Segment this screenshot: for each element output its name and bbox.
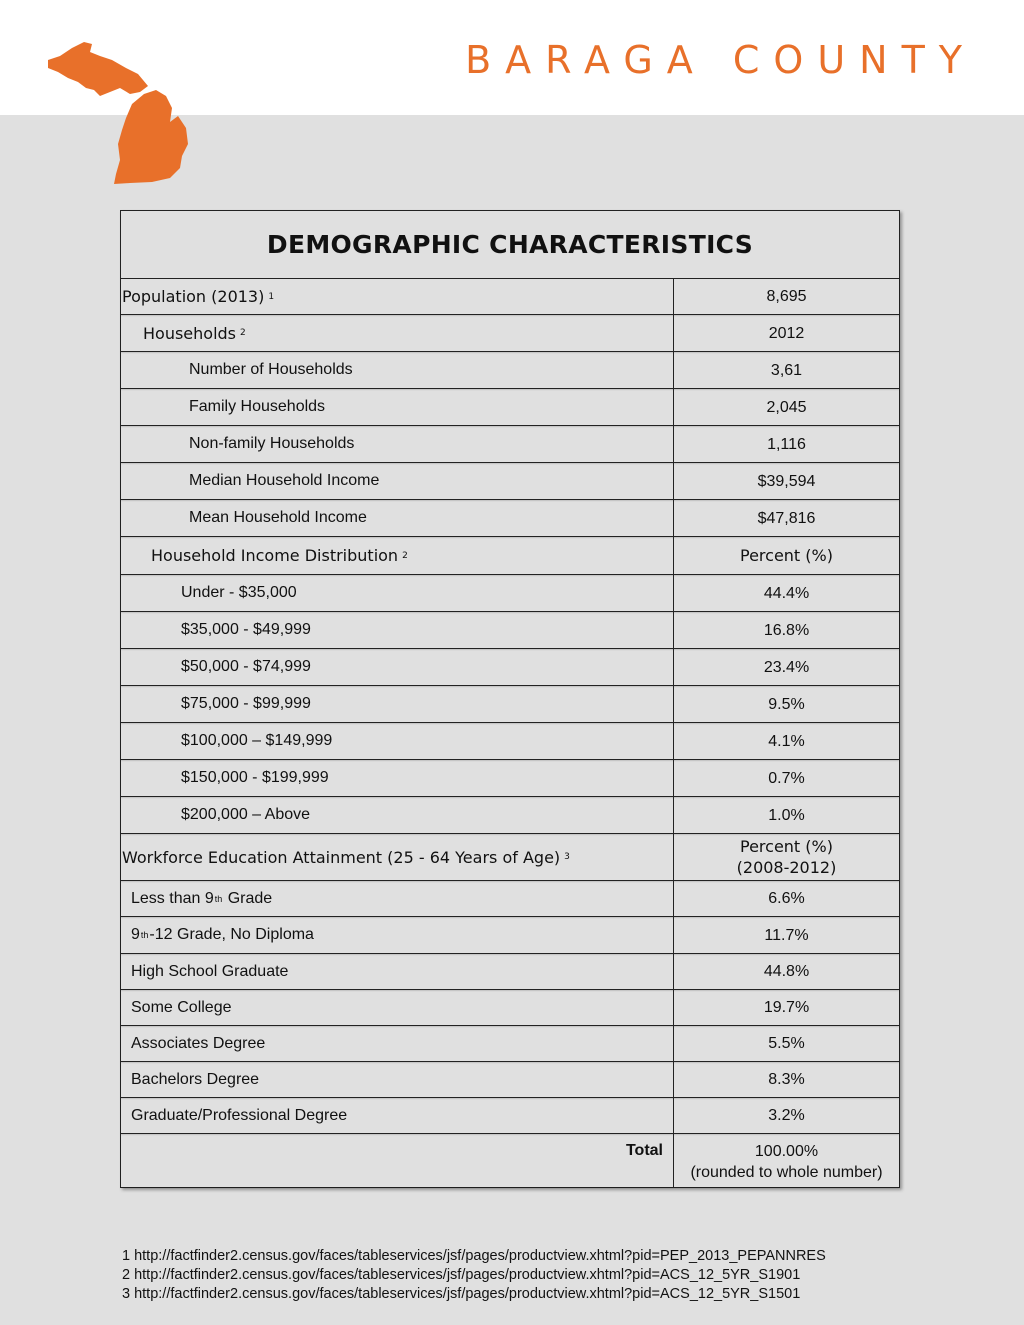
- row-label: Bachelors Degree: [121, 1062, 674, 1097]
- row-value: 23.4%: [763, 658, 810, 676]
- table-row-households: [121, 315, 899, 352]
- row-label: $150,000 - $199,999: [121, 760, 674, 796]
- row-label: Some College: [121, 990, 674, 1025]
- footnote-2: 2 http://factfinder2.census.gov/faces/tableservices/jsf/pages/productview.xhtml?pid=ACS_12_5YR_S1901: [122, 1267, 801, 1283]
- table-title: DEMOGRAPHIC CHARACTERISTICS: [121, 211, 899, 279]
- row-value: 9.5%: [768, 695, 805, 713]
- total-value: 100.00% (rounded to whole number): [690, 1143, 883, 1181]
- row-value: 16.8%: [763, 621, 810, 639]
- households-label: Households 2: [121, 315, 674, 351]
- education-label: Workforce Education Attainment (25 - 64 Years of Age) 3: [121, 834, 674, 880]
- table-row: [121, 389, 899, 426]
- row-label: Number of Households: [121, 352, 674, 388]
- row-value: 0.7%: [768, 769, 805, 787]
- table-row: [121, 1026, 899, 1062]
- education-value: Percent (%) (2008-2012): [736, 837, 837, 877]
- row-label: Less than 9 th Grade: [121, 881, 674, 916]
- table-row: [121, 426, 899, 463]
- row-label: $35,000 - $49,999: [121, 612, 674, 648]
- table-row: [121, 500, 899, 537]
- row-label: Family Households: [121, 389, 674, 425]
- row-value: 11.7%: [764, 926, 809, 944]
- households-value: 2012: [768, 324, 805, 342]
- row-label: Under - $35,000: [121, 575, 674, 611]
- table-row: [121, 1098, 899, 1134]
- population-label: Population (2013) 1: [121, 279, 674, 314]
- table-row: [121, 881, 899, 917]
- row-value: 5.5%: [768, 1035, 805, 1052]
- table-row: [121, 760, 899, 797]
- table-row: [121, 612, 899, 649]
- row-label: Associates Degree: [121, 1026, 674, 1061]
- row-label: Non-family Households: [121, 426, 674, 462]
- table-row: [121, 686, 899, 723]
- row-value: 1.0%: [768, 806, 805, 824]
- row-value: 19.7%: [763, 999, 810, 1016]
- row-value: 3.2%: [768, 1107, 805, 1124]
- row-value: 1,116: [767, 435, 806, 453]
- table-row: [121, 990, 899, 1026]
- table-row-income-distribution: [121, 537, 899, 575]
- county-title: BARAGA COUNTY: [465, 38, 976, 82]
- row-value: 6.6%: [768, 890, 805, 907]
- table-row-total: [121, 1134, 899, 1187]
- row-label: Graduate/Professional Degree: [121, 1098, 674, 1133]
- row-value: 4.1%: [768, 732, 805, 750]
- row-label: $100,000 – $149,999: [121, 723, 674, 759]
- row-value: 44.8%: [763, 963, 810, 980]
- table-row-population: [121, 279, 899, 315]
- table-row: [121, 723, 899, 760]
- row-label: $50,000 - $74,999: [121, 649, 674, 685]
- total-label: Total: [121, 1134, 674, 1187]
- footnote-1: 1 http://factfinder2.census.gov/faces/tableservices/jsf/pages/productview.xhtml?pid=PEP_2013_PEPANNRES: [122, 1248, 826, 1264]
- population-value: 8,695: [766, 288, 807, 305]
- income-distribution-value: Percent (%): [740, 546, 833, 565]
- table-row: [121, 575, 899, 612]
- row-label: $75,000 - $99,999: [121, 686, 674, 722]
- table-row: [121, 1062, 899, 1098]
- footnote-3: 3 http://factfinder2.census.gov/faces/tableservices/jsf/pages/productview.xhtml?pid=ACS_12_5YR_S1501: [122, 1286, 801, 1302]
- table-row-education: [121, 834, 899, 881]
- row-value: $39,594: [757, 472, 816, 490]
- income-distribution-label: Household Income Distribution 2: [121, 537, 674, 574]
- demographic-table: [120, 210, 900, 1188]
- row-label: 9 th -12 Grade, No Diploma: [121, 917, 674, 953]
- row-label: Mean Household Income: [121, 500, 674, 536]
- row-label: $200,000 – Above: [121, 797, 674, 833]
- row-value: 2,045: [766, 398, 807, 416]
- row-value: 8.3%: [768, 1071, 805, 1088]
- row-value: 3,61: [770, 361, 803, 379]
- row-label: Median Household Income: [121, 463, 674, 499]
- footnotes: [122, 1247, 826, 1304]
- table-row: [121, 797, 899, 834]
- table-row: [121, 352, 899, 389]
- row-value: 44.4%: [763, 584, 810, 602]
- table-row: [121, 917, 899, 954]
- michigan-map-icon: [40, 38, 200, 188]
- table-row: [121, 649, 899, 686]
- table-row: [121, 954, 899, 990]
- row-value: $47,816: [757, 509, 816, 527]
- row-label: High School Graduate: [121, 954, 674, 989]
- table-row: [121, 463, 899, 500]
